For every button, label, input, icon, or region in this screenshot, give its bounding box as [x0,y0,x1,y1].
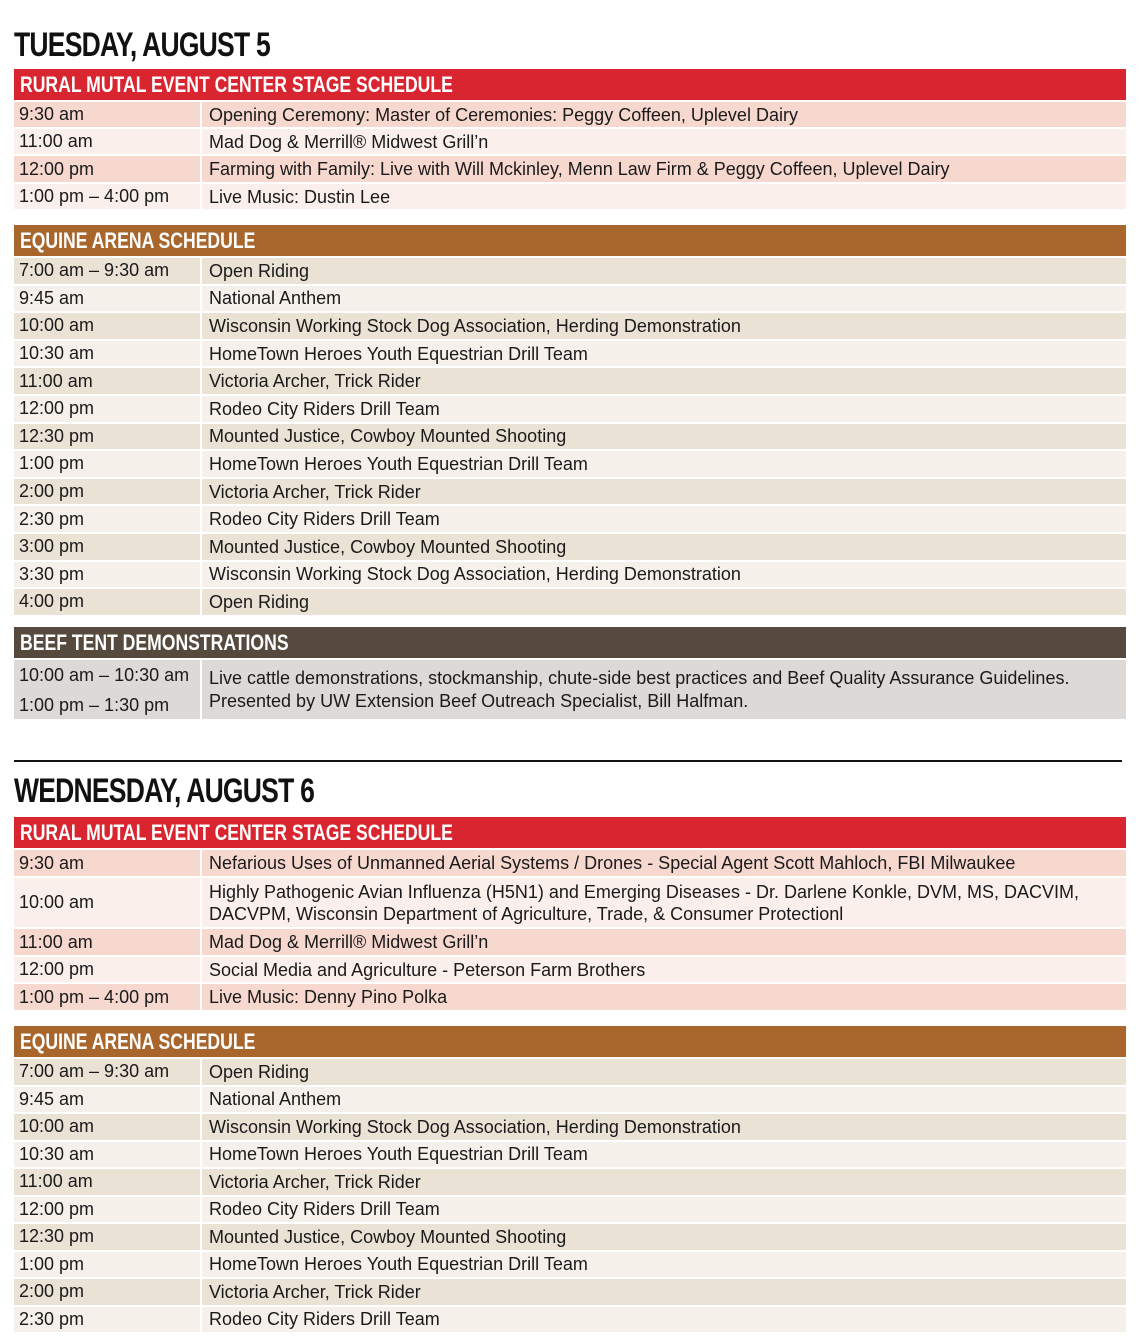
time-cell: 10:30 am [19,1143,95,1164]
table-row [14,1222,1126,1250]
event-cell: Mounted Justice, Cowboy Mounted Shooting [200,424,1126,450]
event-cell: HomeTown Heroes Youth Equestrian Drill Team [200,451,1126,477]
event-cell: HomeTown Heroes Youth Equestrian Drill Team [200,1252,1126,1278]
time-cell: 12:00 pm [19,1198,95,1219]
event-cell: Rodeo City Riders Drill Team [200,1307,1126,1333]
event-cell: National Anthem [200,286,1126,312]
event-cell: Rodeo City Riders Drill Team [200,396,1126,422]
table-row [14,1057,1126,1085]
day-divider [14,760,1122,762]
tuesday-equine-schedule [14,225,1126,615]
tuesday-beef-demos [14,627,1126,719]
time-cell: 7:00 am – 9:30 am [19,260,170,281]
event-cell [200,660,1126,719]
section-header: RURAL MUTAL EVENT CENTER STAGE SCHEDULE [14,69,1126,100]
time-cell: 9:45 am [19,287,85,308]
table-row [14,100,1126,127]
event-cell: HomeTown Heroes Youth Equestrian Drill Team [200,1142,1126,1168]
time-cell: 11:00 am [19,1171,93,1192]
event-cell: Open Riding [200,1059,1126,1085]
time-cell [14,660,200,719]
table-row [14,1085,1126,1113]
event-cell: Nefarious Uses of Unmanned Aerial Systems / Drones - Special Agent Scott Mahloch, FBI Milwaukee [200,850,1126,876]
wednesday-stage-schedule [14,817,1126,1010]
table-row [14,394,1126,422]
table-row [14,154,1126,182]
section-header: RURAL MUTAL EVENT CENTER STAGE SCHEDULE [14,817,1126,848]
table-row [14,366,1126,394]
table-row [14,422,1126,450]
event-cell: Victoria Archer, Trick Rider [200,1169,1126,1195]
event-cell: Victoria Archer, Trick Rider [200,479,1126,505]
time-cell: 4:00 pm [19,591,85,612]
section-header: EQUINE ARENA SCHEDULE [14,225,1126,256]
time-cell: 9:30 am [19,852,85,873]
time-cell: 12:00 pm [19,959,95,979]
time-cell: 3:00 pm [19,536,85,557]
time-cell: 2:30 pm [19,508,85,529]
table-row [14,284,1126,312]
event-cell: Mounted Justice, Cowboy Mounted Shooting [200,534,1126,560]
table-row [14,1250,1126,1278]
event-cell: Victoria Archer, Trick Rider [200,1279,1126,1305]
event-cell: National Anthem [200,1087,1126,1113]
time-cell: 11:00 am [19,931,93,952]
event-cell: Open Riding [200,589,1126,615]
event-cell: Mad Dog & Merrill® Midwest Grill’n [200,129,1126,154]
table-row [14,127,1126,154]
table-row [14,339,1126,367]
event-cell: Live Music: Dustin Lee [200,184,1126,209]
table-row [14,1277,1126,1305]
event-cell: Victoria Archer, Trick Rider [200,368,1126,394]
event-cell: Social Media and Agriculture - Peterson Farm Brothers [200,957,1126,982]
description-line-1: Live cattle demonstrations, stockmanship, chute-side best practices and Beef Quality Assurance Guidelines. [209,667,1070,688]
time-cell: 9:30 am [19,104,85,124]
table-row [14,449,1126,477]
time-cell: 11:00 am [19,131,93,151]
time-cell: 12:00 pm [19,398,95,419]
time-cell: 2:00 pm [19,481,85,502]
table-row [14,955,1126,982]
table-row [14,560,1126,588]
time-cell: 12:30 pm [19,1226,95,1247]
time-cell: 2:30 pm [19,1308,85,1329]
event-cell: Wisconsin Working Stock Dog Association, Herding Demonstration [200,313,1126,339]
table-row [14,532,1126,560]
description-line-2: Presented by UW Extension Beef Outreach Specialist, Bill Halfman. [209,690,749,711]
time-cell: 10:00 am [19,892,95,912]
table-row [14,504,1126,532]
table-row [14,182,1126,209]
time-cell: 12:30 pm [19,425,95,446]
table-row [14,982,1126,1010]
table-row [14,587,1126,615]
event-cell: Mounted Justice, Cowboy Mounted Shooting [200,1224,1126,1250]
table-row [14,1195,1126,1223]
event-cell: Rodeo City Riders Drill Team [200,1197,1126,1223]
event-cell: Open Riding [200,258,1126,284]
event-cell: Mad Dog & Merrill® Midwest Grill’n [200,929,1126,955]
time-cell: 12:00 pm [19,158,95,179]
section-header: EQUINE ARENA SCHEDULE [14,1026,1126,1057]
event-cell: Wisconsin Working Stock Dog Association, Herding Demonstration [200,1114,1126,1140]
time-cell: 1:00 pm – 4:00 pm [19,186,170,206]
time-cell: 2:00 pm [19,1281,85,1302]
event-cell: Highly Pathogenic Avian Influenza (H5N1) and Emerging Diseases - Dr. Darlene Konkle, DVM, MS, DACVIM, DACVPM, Wisconsin Department of Agriculture, Trade, & Consumer Protectionl [200,878,1126,927]
table-row [14,311,1126,339]
event-cell: HomeTown Heroes Youth Equestrian Drill Team [200,341,1126,367]
time-cell: 10:30 am [19,343,95,364]
time-cell: 1:00 pm [19,453,85,474]
table-row [14,256,1126,284]
time-slot-1: 10:00 am – 10:30 am [19,664,190,685]
event-cell: Opening Ceremony: Master of Ceremonies: Peggy Coffeen, Uplevel Dairy [200,102,1126,127]
table-row [14,876,1126,927]
table-row [14,927,1126,955]
time-cell: 10:00 am [19,315,95,336]
tuesday-stage-schedule [14,69,1126,209]
time-slot-2: 1:00 pm – 1:30 pm [19,694,170,715]
table-row [14,1140,1126,1168]
section-header: BEEF TENT DEMONSTRATIONS [14,627,1126,658]
table-row [14,1305,1126,1333]
table-row [14,1112,1126,1140]
tuesday-title: TUESDAY, AUGUST 5 [14,26,270,64]
event-cell: Farming with Family: Live with Will Mckinley, Menn Law Firm & Peggy Coffeen, Uplevel Dairy [200,156,1126,182]
event-cell: Rodeo City Riders Drill Team [200,506,1126,532]
time-cell: 10:00 am [19,1116,95,1137]
time-cell: 11:00 am [19,370,93,391]
wednesday-equine-schedule [14,1026,1126,1332]
table-row [14,848,1126,876]
time-cell: 3:30 pm [19,563,85,584]
wednesday-title: WEDNESDAY, AUGUST 6 [14,772,315,810]
time-cell: 9:45 am [19,1088,85,1109]
event-cell: Live Music: Denny Pino Polka [200,984,1126,1010]
time-cell: 1:00 pm – 4:00 pm [19,986,170,1007]
table-row [14,477,1126,505]
table-row [14,658,1126,719]
time-cell: 7:00 am – 9:30 am [19,1061,170,1082]
event-cell: Wisconsin Working Stock Dog Association, Herding Demonstration [200,562,1126,588]
time-cell: 1:00 pm [19,1253,85,1274]
table-row [14,1167,1126,1195]
